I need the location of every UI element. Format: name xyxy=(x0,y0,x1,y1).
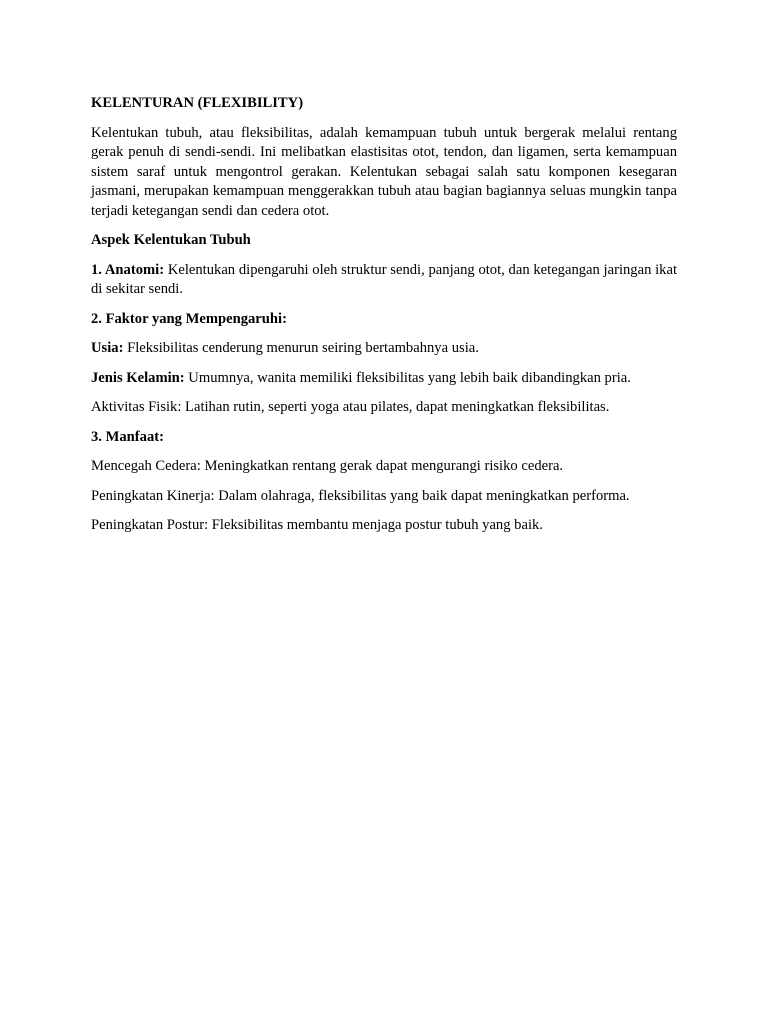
benefits-heading: 3. Manfaat: xyxy=(91,428,164,445)
factor-gender-text: Umumnya, wanita memiliki fleksibilitas yang lebih baik dibandingkan pria. xyxy=(184,369,631,386)
benefit-item: Mencegah Cedera: Meningkatkan rentang gerak dapat mengurangi risiko cedera. xyxy=(91,458,564,474)
intro-paragraph: Kelentukan tubuh, atau fleksibilitas, adalah kemampuan tubuh untuk bergerak melalui rentang gerak penuh di sendi-sendi. Ini melibatkan elastisitas otot, tendon, dan ligamen, serta kemampuan sistem saraf untuk mengontrol gerakan. Kelentukan sebagai salah satu komponen kesegaran jasmani, merupakan kemampuan menggerakkan tubuh atau bagian bagiannya seluas mungkin tanpa terjadi ketegangan sendi dan cedera otot. xyxy=(91,124,677,219)
factor-age-label: Usia: xyxy=(91,340,124,356)
factor-activity: Aktivitas Fisik: Latihan rutin, seperti yoga atau pilates, dapat meningkatkan fleksibilitas. xyxy=(91,399,610,415)
factor-gender xyxy=(91,369,677,389)
document-title: KELENTURAN (FLEXIBILITY) xyxy=(91,95,304,111)
section-heading: Aspek Kelentukan Tubuh xyxy=(91,232,251,248)
anatomy-label: 1. Anatomi: xyxy=(91,261,165,278)
factors-heading: 2. Faktor yang Mempengaruhi: xyxy=(91,310,287,327)
factor-age-text: Fleksibilitas cenderung menurun seiring bertambahnya usia. xyxy=(123,340,479,356)
anatomy-paragraph xyxy=(91,261,677,300)
factor-age xyxy=(91,339,677,359)
benefit-item: Peningkatan Kinerja: Dalam olahraga, fleksibilitas yang baik dapat meningkatkan performa. xyxy=(91,487,630,504)
benefit-item: Peningkatan Postur: Fleksibilitas membantu menjaga postur tubuh yang baik. xyxy=(91,517,543,533)
anatomy-text: Kelentukan dipengaruhi oleh struktur sendi, panjang otot, dan ketegangan jaringan ikat di sekitar sendi. xyxy=(91,261,678,297)
factor-gender-label: Jenis Kelamin: xyxy=(91,369,185,386)
document-body xyxy=(91,94,677,546)
